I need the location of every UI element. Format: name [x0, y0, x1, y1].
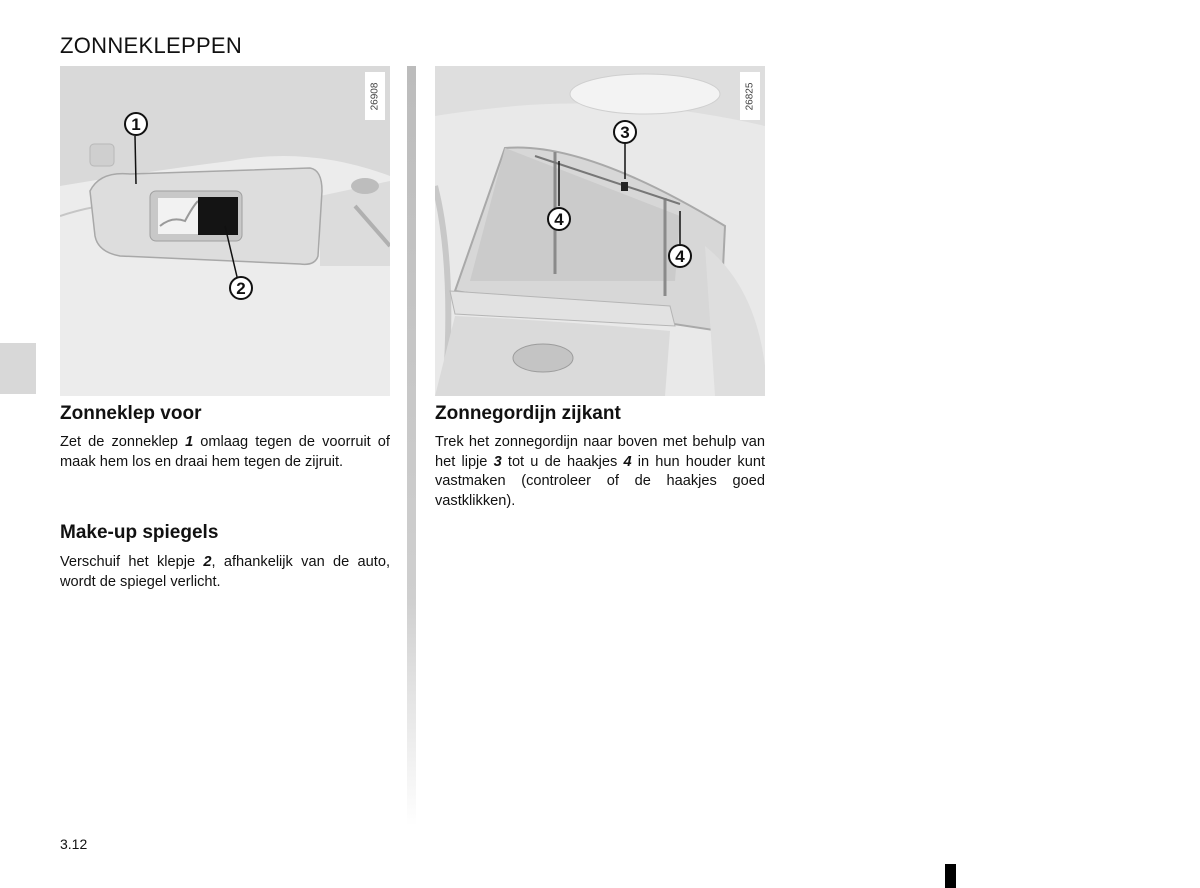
- side-sunblind-illustration: [435, 66, 765, 396]
- section-heading-make-up-spiegels: Make-up spiegels: [60, 522, 219, 543]
- ref-1: 1: [185, 434, 194, 450]
- paragraph-zonnegordijn-zijkant: Trek het zonnegordijn naar boven met behulp van het lipje 3 tot u de haakjes 4 in hun houder kunt vastmaken (controleer of de haakjes goed vastklikken).: [435, 434, 765, 509]
- callout-3: 3: [613, 120, 637, 144]
- paragraph-make-up-spiegels: Verschuif het klepje 2, afhankelijk van de auto, wordt de spiegel verlicht.: [60, 554, 390, 590]
- page-title: ZONNEKLEPPEN: [60, 32, 243, 58]
- section-heading-zonneklep-voor: Zonneklep voor: [60, 403, 202, 424]
- chapter-tab: [0, 343, 36, 394]
- ref-3: 3: [493, 453, 502, 470]
- figure-id-label: 26908: [365, 72, 385, 120]
- page-corner-mark: [945, 864, 956, 888]
- side-sunblind-drawing: [435, 66, 765, 396]
- callout-4: 4: [547, 207, 571, 231]
- column-divider: [407, 66, 416, 826]
- sun-visor-illustration: [60, 66, 390, 396]
- callout-4: 4: [668, 244, 692, 268]
- figure-id-label: 26825: [740, 72, 760, 120]
- callout-1: 1: [124, 112, 148, 136]
- section-heading-zonnegordijn-zijkant: Zonnegordijn zijkant: [435, 403, 621, 424]
- callout-2: 2: [229, 276, 253, 300]
- ref-4: 4: [623, 453, 632, 470]
- page-number: 3.12: [60, 836, 88, 852]
- sun-visor-drawing: [60, 66, 390, 396]
- ref-2: 2: [203, 554, 212, 570]
- paragraph-zonneklep-voor: Zet de zonneklep 1 omlaag tegen de voorruit of maak hem los en draai hem tegen de zijruit.: [60, 434, 390, 470]
